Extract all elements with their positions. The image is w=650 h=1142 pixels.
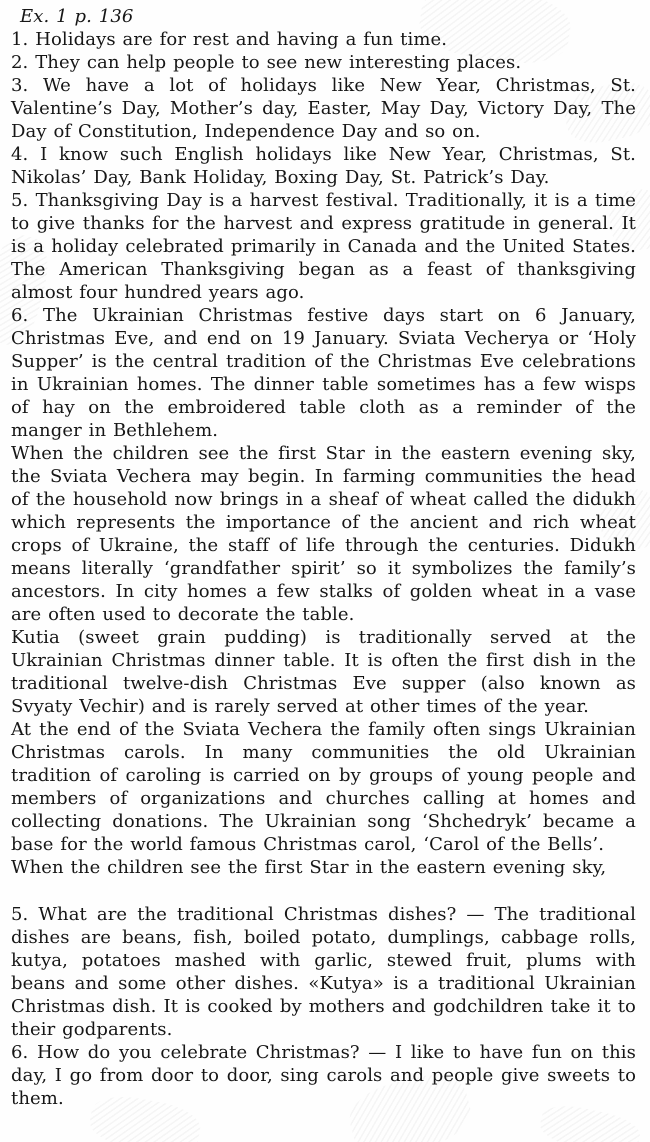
answer-paragraph-5: 5. Thanksgiving Day is a harvest festival. Traditionally, it is a time to give thanks for the harvest and express gratitude in general. It is a holiday celebrated primarily in Canada and the United States. The American Thanksgiving began as a feast of thanksgiving almost four hundred years ago. <box>11 190 636 303</box>
dialogue-paragraph-6: 6. How do you celebrate Christmas? — I like to have fun on this day, I go from door to door, sing carols and people give sweets to them. <box>11 1042 636 1109</box>
answer-paragraph-6: 6. The Ukrainian Christmas festive days start on 6 January, Christmas Eve, and end on 19 January. Sviata Vecherya or ‘Holy Supper’ is the central tradition of the Christmas Eve celebrations in Ukrainian homes. The dinner table sometimes has a few wisps of hay on the embroidered table cloth as a reminder of the manger in Bethlehem. <box>11 305 636 441</box>
body-paragraph-carols: At the end of the Sviata Vechera the family often sings Ukrainian Christmas carols. In many communities the old Ukrainian tradition of caroling is carried on by groups of young people and members of organizations and churches calling at homes and collecting donations. The Ukrainian song ‘Shchedryk’ became a base for the world famous Christmas carol, ‘Carol of the Bells’. <box>11 719 636 855</box>
body-paragraph-kutia: Kutia (sweet grain pudding) is traditionally served at the Ukrainian Christmas dinner table. It is often the first dish in the traditional twelve-dish Christmas Eve supper (also known as Svyaty Vechir) and is rarely served at other times of the year. <box>11 627 636 717</box>
body-paragraph-sviata-vechera: When the children see the first Star in the eastern evening sky, the Sviata Vechera may begin. In farming communities the head of the household now brings in a sheaf of wheat called the didukh which represents the importance of the ancient and rich wheat crops of Ukraine, the staff of life through the centuries. Didukh means literally ‘grandfather spirit’ so it symbolizes the family’s ancestors. In city homes a few stalks of golden wheat in a vase are often used to decorate the table. <box>11 443 636 625</box>
answer-paragraph-1: 1. Holidays are for rest and having a fun time. <box>11 29 448 50</box>
answer-paragraph-2: 2. They can help people to see new interesting places. <box>11 52 522 73</box>
block-gap <box>11 879 636 903</box>
dialogue-paragraph-5: 5. What are the traditional Christmas dishes? — The traditional dishes are beans, fish, boiled potato, dumplings, cabbage rolls, kutya, potatoes mashed with garlic, stewed fruit, plums with beans and some other dishes. «Kutya» is a traditional Ukrainian Christmas dish. It is cooked by mothers and godchildren take it to their godparents. <box>11 904 636 1040</box>
body-paragraph-repeated-line: When the children see the first Star in the eastern evening sky, <box>11 857 607 878</box>
answer-paragraph-3: 3. We have a lot of holidays like New Year, Christmas, St. Valentine’s Day, Mother’s day, Easter, May Day, Victory Day, The Day of Constitution, Independence Day and so on. <box>11 75 636 142</box>
answer-paragraph-4: 4. I know such English holidays like New Year, Christmas, St. Nikolas’ Day, Bank Holiday, Boxing Day, St. Patrick’s Day. <box>11 144 636 188</box>
exercise-heading: Ex. 1 p. 136 <box>20 6 134 27</box>
